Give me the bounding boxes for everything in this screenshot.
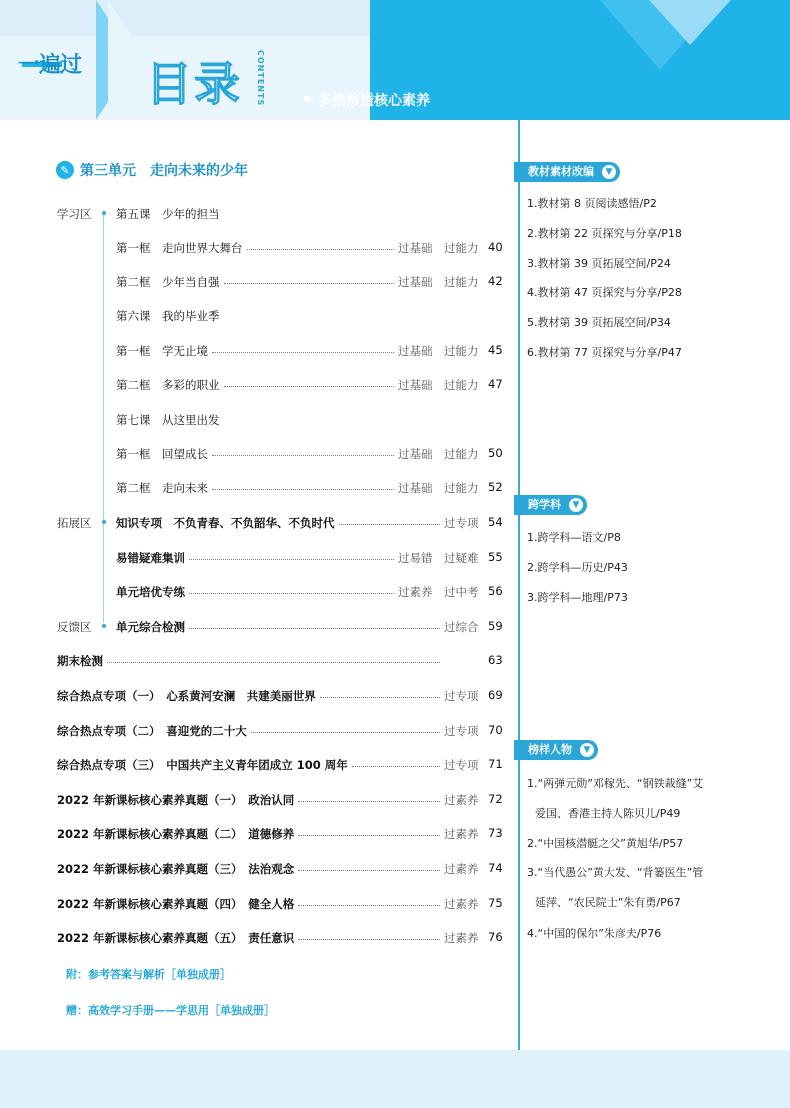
toc-row[interactable] (0, 240, 510, 258)
page-footer (0, 1050, 790, 1108)
toc-row[interactable] (0, 896, 510, 914)
practice-tag: 过能力 (444, 241, 479, 255)
sidebar-section-header[interactable] (514, 162, 620, 182)
toc-row[interactable] (0, 377, 510, 395)
sidebar-list-item: 3.“当代愚公”黄大发、“背篓医生”管 (527, 866, 704, 879)
toc-row[interactable] (0, 206, 510, 224)
page-number: 75 (488, 896, 503, 910)
toc-row[interactable] (0, 308, 510, 326)
page-number: 71 (488, 757, 503, 771)
toc-item-title: 综合热点专项（一） 心系黄河安澜 共建美丽世界 (57, 689, 316, 703)
dot-leader (298, 870, 440, 871)
sidebar-list-item: 4.教材第 47 页探究与分享/P28 (527, 286, 682, 299)
sidebar-section-title: 榜样人物 (528, 743, 572, 756)
practice-tag: 过基础 (398, 481, 433, 495)
sidebar-list-item: 4.“中国的保尔”朱彦夫/P76 (527, 927, 662, 940)
toc-row[interactable] (0, 274, 510, 292)
toc-item-title: 第五课 少年的担当 (116, 207, 220, 221)
toc-item-title: 知识专项 不负青春、不负韶华、不负时代 (116, 516, 335, 530)
dot-leader (224, 386, 394, 387)
page-number: 63 (488, 653, 503, 667)
zone-label: 学习区 (57, 207, 92, 221)
chevron-down-icon[interactable]: ▼ (602, 165, 616, 179)
toc-item-title: 第二框 多彩的职业 (116, 378, 220, 392)
practice-tag: 过基础 (398, 275, 433, 289)
dot-leader (189, 593, 394, 594)
page-number: 72 (488, 792, 503, 806)
toc-item-title: 易错疑难集训 (116, 551, 185, 565)
toc-row[interactable] (0, 930, 510, 948)
sidebar-list-item: 1.教材第 8 页阅读感悟/P2 (527, 197, 657, 210)
practice-tag: 过基础 (398, 447, 433, 461)
sidebar-list-item: 3.跨学科—地理/P73 (527, 591, 628, 604)
toc-row[interactable] (0, 550, 510, 568)
dot-leader (339, 524, 440, 525)
toc-item-title: 2022 年新课标核心素养真题（五） 责任意识 (57, 931, 295, 945)
sidebar-list-item: 6.教材第 77 页探究与分享/P47 (527, 346, 682, 359)
unit-title: 第三单元 走向未来的少年 (80, 163, 248, 179)
page-title: 目录 (146, 57, 242, 111)
page-number: 50 (488, 446, 503, 460)
sidebar-section-title: 跨学科 (528, 498, 561, 511)
toc-item-title: 期末检测 (57, 654, 103, 668)
page-number: 55 (488, 550, 503, 564)
practice-tag: 过基础 (398, 241, 433, 255)
toc-row[interactable] (0, 826, 510, 844)
page-number: 45 (488, 343, 503, 357)
toc-row[interactable] (0, 343, 510, 361)
toc-item-title: 第一框 走向世界大舞台 (116, 241, 243, 255)
brand-logo: 一遍过 (18, 53, 82, 78)
toc-row[interactable] (0, 688, 510, 706)
practice-tag: 过专项 (444, 724, 479, 738)
toc-row[interactable] (0, 792, 510, 810)
practice-tag: 过能力 (444, 447, 479, 461)
sidebar-list-item: 爱国、香港主持人陈贝儿/P49 (535, 807, 681, 820)
practice-tag: 过能力 (444, 275, 479, 289)
subtitle-bullet (304, 95, 311, 102)
page-number: 73 (488, 826, 503, 840)
toc-item-title: 综合热点专项（二） 喜迎党的二十大 (57, 724, 247, 738)
dot-leader (189, 559, 394, 560)
page-number: 59 (488, 619, 503, 633)
dot-leader (189, 628, 440, 629)
page-number: 74 (488, 861, 503, 875)
practice-tag: 过素养 (398, 585, 433, 599)
page-number: 47 (488, 377, 503, 391)
toc-row[interactable] (0, 653, 510, 671)
practice-tag: 过基础 (398, 378, 433, 392)
toc-item-title: 第七课 从这里出发 (116, 413, 220, 427)
page-number: 52 (488, 480, 503, 494)
page-header (0, 0, 790, 120)
toc-item-title: 第二框 走向未来 (116, 481, 208, 495)
dot-leader (298, 801, 440, 802)
sidebar-list-item: 1.“两弹元勋”邓稼先、“钢铁裁缝”艾 (527, 777, 704, 790)
toc-item-title: 2022 年新课标核心素养真题（三） 法治观念 (57, 862, 295, 876)
sidebar-section-title: 教材素材改编 (528, 165, 594, 178)
sidebar-list-item: 2.跨学科—历史/P43 (527, 561, 628, 574)
dot-leader (212, 455, 394, 456)
chevron-down-icon[interactable]: ▼ (580, 743, 594, 757)
toc-row[interactable] (0, 584, 510, 602)
toc-item-title: 第六课 我的毕业季 (116, 309, 220, 323)
toc-item-title: 综合热点专项（三） 中国共产主义青年团成立 100 周年 (57, 758, 348, 772)
toc-row[interactable] (0, 723, 510, 741)
practice-tag: 过专项 (444, 689, 479, 703)
page-number: 76 (488, 930, 503, 944)
dot-leader (298, 905, 440, 906)
practice-tag: 过基础 (398, 344, 433, 358)
practice-tag: 过专项 (444, 758, 479, 772)
sidebar-list-item: 5.教材第 39 页拓展空间/P34 (527, 316, 671, 329)
header-arrow-decoration-inner (108, 0, 148, 120)
dot-leader (247, 249, 394, 250)
dot-leader (251, 732, 440, 733)
toc-row[interactable] (0, 446, 510, 464)
page-number: 56 (488, 584, 503, 598)
header-chevron-decoration-light (640, 0, 740, 45)
zone-bullet (102, 624, 106, 628)
pen-icon: ✎ (56, 161, 74, 179)
toc-row[interactable] (0, 619, 510, 637)
column-divider (518, 120, 520, 1055)
dot-leader (212, 352, 394, 353)
dot-leader (298, 835, 440, 836)
toc-item-title: 第一框 学无止境 (116, 344, 208, 358)
page-number: 40 (488, 240, 503, 254)
toc-item-title: 第一框 回望成长 (116, 447, 208, 461)
sidebar-list-item: 2.“中国核潜艇之父”黄旭华/P57 (527, 837, 684, 850)
sidebar-section-header[interactable] (514, 740, 598, 760)
dot-leader (352, 766, 440, 767)
gift-note: 赠：高效学习手册——学思用［单独成册］ (66, 1004, 275, 1017)
practice-tag: 过能力 (444, 481, 479, 495)
practice-tag: 过疑难 (444, 551, 479, 565)
toc-row[interactable] (0, 757, 510, 775)
dot-leader (320, 697, 440, 698)
practice-tag: 过易错 (398, 551, 433, 565)
toc-row[interactable] (0, 515, 510, 533)
practice-tag: 过专项 (444, 516, 479, 530)
toc-row[interactable] (0, 480, 510, 498)
appendix-note: 附：参考答案与解析［单独成册］ (66, 968, 231, 981)
chevron-down-icon[interactable]: ▼ (569, 498, 583, 512)
toc-item-title: 单元培优专练 (116, 585, 185, 599)
toc-item-title: 2022 年新课标核心素养真题（四） 健全人格 (57, 897, 295, 911)
toc-item-title: 2022 年新课标核心素养真题（一） 政治认同 (57, 793, 295, 807)
toc-item-title: 第二框 少年当自强 (116, 275, 220, 289)
sidebar-list-item: 延萍、“农民院士”朱有勇/P67 (535, 896, 681, 909)
practice-tag: 过综合 (444, 620, 479, 634)
sidebar-list-item: 2.教材第 22 页探究与分享/P18 (527, 227, 682, 240)
zone-label: 反馈区 (57, 620, 92, 634)
dot-leader (298, 939, 440, 940)
page-number: 70 (488, 723, 503, 737)
toc-row[interactable] (0, 412, 510, 430)
toc-item-title: 2022 年新课标核心素养真题（二） 道德修养 (57, 827, 295, 841)
dot-leader (224, 283, 394, 284)
practice-tag: 过素养 (444, 793, 479, 807)
sidebar-list-item: 1.跨学科—语文/P8 (527, 531, 621, 544)
page-subtitle: 多维渗透核心素养 (318, 93, 430, 109)
practice-tag: 过素养 (444, 827, 479, 841)
dot-leader (107, 662, 440, 663)
sidebar-section-header[interactable] (514, 495, 587, 515)
zone-label: 拓展区 (57, 516, 92, 530)
page-title-english: CONTENTS (256, 50, 265, 107)
page-number: 42 (488, 274, 503, 288)
unit-heading (56, 160, 248, 180)
practice-tag: 过中考 (444, 585, 479, 599)
zone-bullet (102, 520, 106, 524)
sidebar-list-item: 3.教材第 39 页拓展空间/P24 (527, 257, 671, 270)
dot-leader (212, 489, 394, 490)
practice-tag: 过素养 (444, 897, 479, 911)
toc-row[interactable] (0, 861, 510, 879)
page-number: 54 (488, 515, 503, 529)
toc-item-title: 单元综合检测 (116, 620, 185, 634)
practice-tag: 过能力 (444, 378, 479, 392)
practice-tag: 过素养 (444, 931, 479, 945)
page-number: 69 (488, 688, 503, 702)
practice-tag: 过素养 (444, 862, 479, 876)
zone-bullet (102, 211, 106, 215)
practice-tag: 过能力 (444, 344, 479, 358)
